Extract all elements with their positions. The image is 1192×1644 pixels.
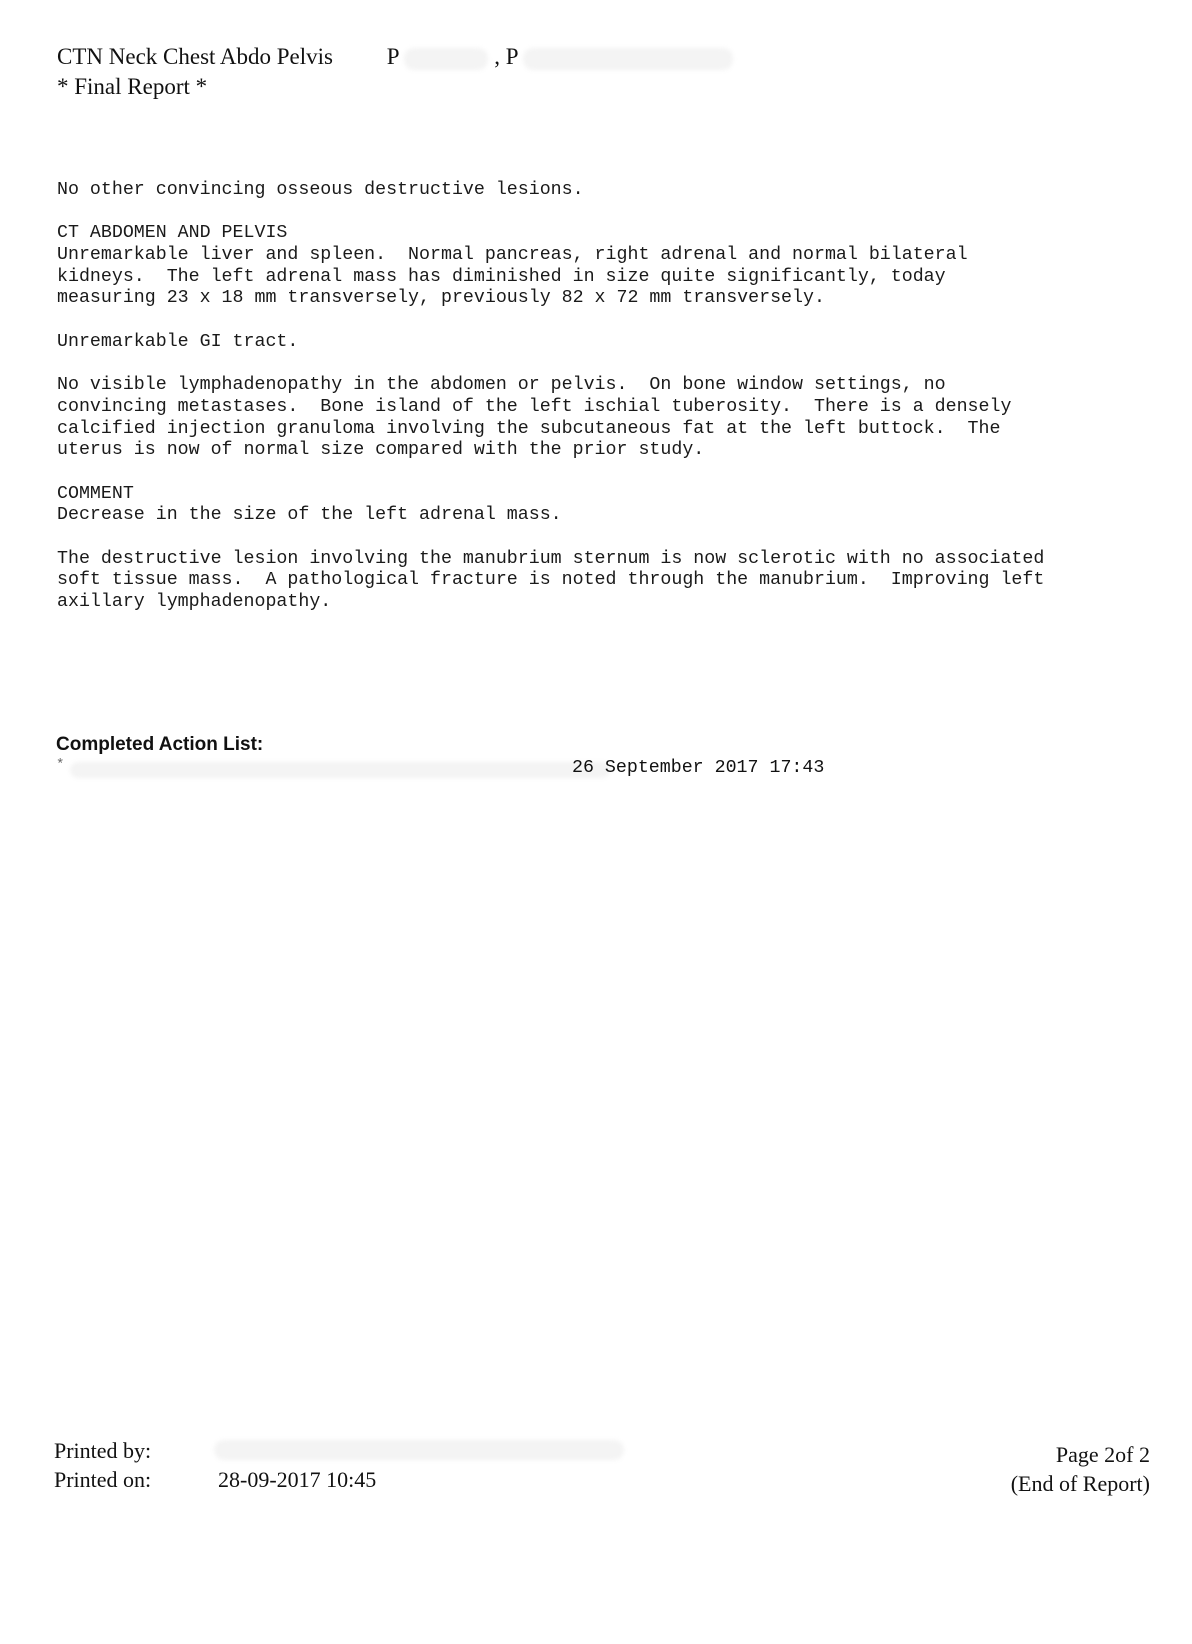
report-line: No other convincing osseous destructive lesions. [57,180,584,200]
report-line: convincing metastases. Bone island of the left ischial tuberosity. There is a densely [57,396,1012,417]
patient-initial: P [386,44,399,69]
report-line: The destructive lesion involving the manubrium sternum is now sclerotic with no associated [57,548,1045,569]
report-line: axillary lymphadenopathy. [57,592,332,613]
redaction-block [523,48,733,70]
print-info [54,1436,377,1494]
report-line: No visible lymphadenopathy in the abdomen or pelvis. On bone window settings, no [57,375,946,396]
report-line: kidneys. The left adrenal mass has diminished in size quite significantly, today [57,266,946,287]
printed-by-label: Printed by: [54,1438,152,1463]
report-title [57,42,733,72]
action-list-item [56,757,876,781]
report-line: CT ABDOMEN AND PELVIS [57,223,288,244]
report-line: COMMENT [57,483,134,504]
report-line: Unremarkable liver and spleen. Normal pancreas, right adrenal and normal bilateral [57,245,968,266]
page-number: Page 2of 2 [1055,1442,1150,1467]
exam-name: CTN Neck Chest Abdo Pelvis [57,44,333,69]
report-body [57,180,1177,614]
report-line: soft tissue mass. A pathological fracture is noted through the manubrium. Improving left [57,570,1045,591]
printed-on-value: 28-09-2017 10:45 [218,1467,377,1492]
bullet: * [56,757,65,773]
blank-line [57,310,1177,332]
blank-line [57,202,1177,224]
report-line: Decrease in the size of the left adrenal mass. [57,505,562,526]
action-date: 26 September 2017 17:43 [572,758,825,778]
redaction-block [214,1440,624,1460]
patient-name [387,42,734,72]
blank-line [57,527,1177,549]
blank-line [57,354,1177,376]
page-info [1011,1440,1150,1498]
report-status: * Final Report * [57,74,208,99]
patient-separator: , P [494,44,518,69]
redaction-block [70,762,610,778]
report-line: measuring 23 x 18 mm transversely, previously 82 x 72 mm transversely. [57,288,825,309]
redaction-block [404,48,488,70]
report-line: uterus is now of normal size compared with the prior study. [57,440,705,461]
end-of-report: (End of Report) [1010,1471,1150,1496]
report-line: calcified injection granuloma involving the subcutaneous fat at the left buttock. The [57,418,1001,439]
printed-on-label: Printed on: [54,1467,152,1492]
action-list-heading: Completed Action List: [56,734,264,755]
report-line: Unremarkable GI tract. [57,331,299,352]
blank-line [57,462,1177,484]
